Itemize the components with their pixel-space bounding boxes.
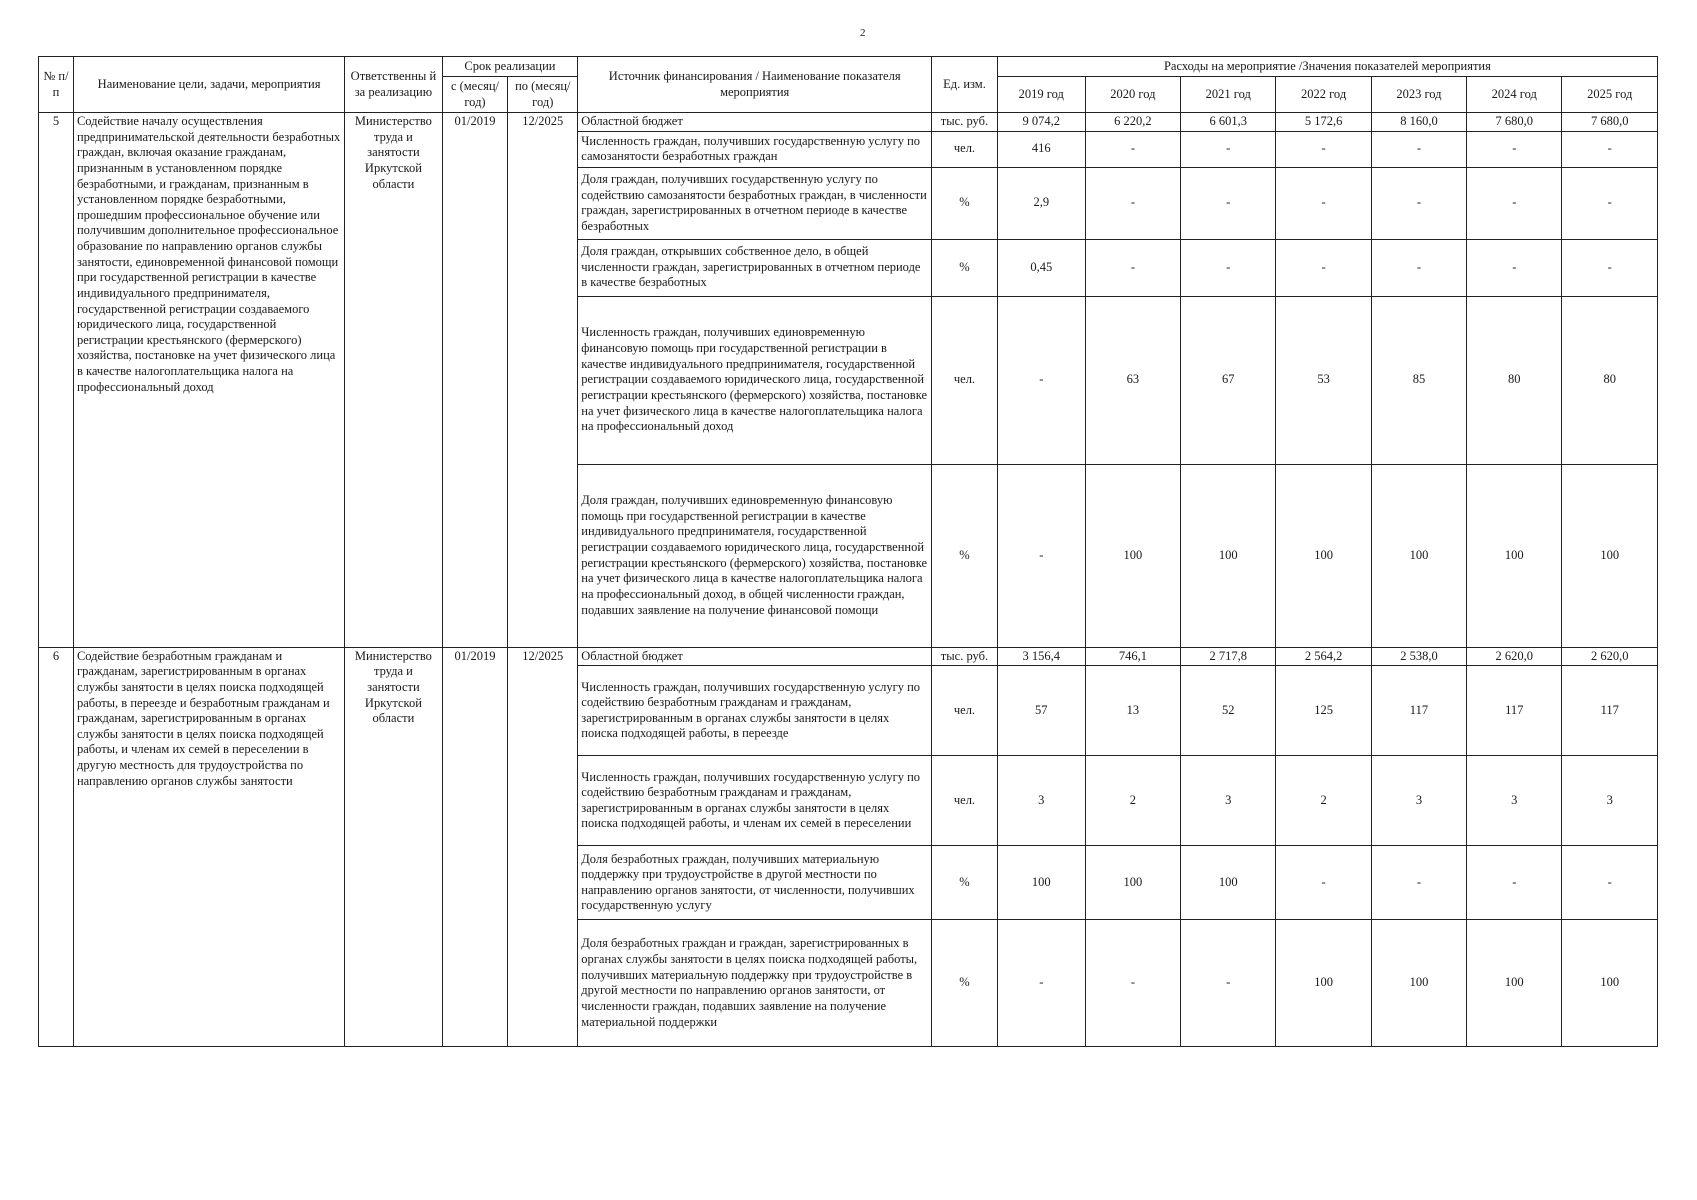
value-cell: 53 bbox=[1276, 296, 1371, 464]
value-cell: 100 bbox=[1181, 464, 1276, 647]
period-to: 12/2025 bbox=[508, 647, 578, 1047]
header-year: 2024 год bbox=[1467, 77, 1562, 113]
value-cell: 2 bbox=[1276, 756, 1371, 846]
value-cell: 100 bbox=[997, 846, 1085, 920]
value-cell: 5 172,6 bbox=[1276, 113, 1371, 132]
responsible: Министерство труда и занятости Иркутской области bbox=[345, 113, 442, 648]
value-cell: 57 bbox=[997, 666, 1085, 756]
value-cell: - bbox=[1181, 920, 1276, 1047]
funding-source: Областной бюджет bbox=[578, 113, 932, 132]
header-from: с (месяц/ год) bbox=[442, 77, 508, 113]
value-cell: - bbox=[1467, 167, 1562, 239]
value-cell: 7 680,0 bbox=[1467, 113, 1562, 132]
header-year: 2021 год bbox=[1181, 77, 1276, 113]
value-cell: - bbox=[1085, 131, 1180, 167]
value-cell: 416 bbox=[997, 131, 1085, 167]
value-cell: - bbox=[1276, 846, 1371, 920]
header-source: Источник финансирования / Наименование показателя мероприятия bbox=[578, 57, 932, 113]
value-cell: 3 bbox=[1562, 756, 1658, 846]
unit: чел. bbox=[932, 666, 998, 756]
indicator-name: Доля граждан, открывших собственное дело, в общей численности граждан, зарегистрированных в отчетном периоде в качестве безработных bbox=[578, 239, 932, 296]
value-cell: 100 bbox=[1085, 464, 1180, 647]
header-period: Срок реализации bbox=[442, 57, 578, 77]
value-cell: - bbox=[1371, 846, 1466, 920]
responsible: Министерство труда и занятости Иркутской области bbox=[345, 647, 442, 1047]
value-cell: - bbox=[1562, 167, 1658, 239]
header-year: 2019 год bbox=[997, 77, 1085, 113]
value-cell: 9 074,2 bbox=[997, 113, 1085, 132]
header-unit: Ед. изм. bbox=[932, 57, 998, 113]
indicator-name: Доля граждан, получивших единовременную финансовую помощь при государственной регистрации в качестве индивидуального предпринимателя, государственной регистрации создаваемого юридического лица, государственной регистрации крестьянского (фермерского) хозяйства, постановке на учет физического лица в качестве налогоплательщика налога на профессиональный доход, в общей численности граждан, подавших заявление на получение финансовой помощи bbox=[578, 464, 932, 647]
table-row bbox=[39, 647, 1658, 666]
header-to: по (месяц/ год) bbox=[508, 77, 578, 113]
value-cell: - bbox=[1085, 239, 1180, 296]
value-cell: - bbox=[1562, 846, 1658, 920]
header-responsible: Ответственны й за реализацию bbox=[345, 57, 442, 113]
unit: % bbox=[932, 239, 998, 296]
value-cell: 100 bbox=[1276, 920, 1371, 1047]
value-cell: - bbox=[1276, 131, 1371, 167]
value-cell: 100 bbox=[1467, 920, 1562, 1047]
value-cell: 80 bbox=[1562, 296, 1658, 464]
unit: чел. bbox=[932, 131, 998, 167]
value-cell: - bbox=[1371, 131, 1466, 167]
value-cell: 100 bbox=[1371, 464, 1466, 647]
header-name: Наименование цели, задачи, мероприятия bbox=[73, 57, 344, 113]
value-cell: 117 bbox=[1371, 666, 1466, 756]
value-cell: 2 564,2 bbox=[1276, 647, 1371, 666]
period-from: 01/2019 bbox=[442, 647, 508, 1047]
value-cell: - bbox=[1371, 167, 1466, 239]
value-cell: 13 bbox=[1085, 666, 1180, 756]
value-cell: - bbox=[1467, 846, 1562, 920]
value-cell: - bbox=[1181, 167, 1276, 239]
header-year: 2022 год bbox=[1276, 77, 1371, 113]
value-cell: - bbox=[997, 920, 1085, 1047]
value-cell: 8 160,0 bbox=[1371, 113, 1466, 132]
value-cell: - bbox=[1562, 239, 1658, 296]
value-cell: 2 bbox=[1085, 756, 1180, 846]
value-cell: - bbox=[1371, 239, 1466, 296]
value-cell: 2 620,0 bbox=[1467, 647, 1562, 666]
measure-name: Содействие началу осуществления предпринимательской деятельности безработных граждан, включая оказание гражданам, признанным в установленном порядке безработными, и гражданам, признанным в установленном порядке безработными, прошедшим профессиональное обучение или получившим дополнительное профессиональное образование по направлению органов службы занятости, единовременной финансовой помощи при государственной регистрации в качестве индивидуального предпринимателя, государственной регистрации создаваемого юридического лица, государственной регистрации крестьянского (фермерского) хозяйства, постановке на учет физического лица в качестве налогоплательщика налога на профессиональный доход bbox=[73, 113, 344, 648]
value-cell: - bbox=[1562, 131, 1658, 167]
value-cell: 0,45 bbox=[997, 239, 1085, 296]
value-cell: 100 bbox=[1276, 464, 1371, 647]
value-cell: - bbox=[1467, 131, 1562, 167]
value-cell: 52 bbox=[1181, 666, 1276, 756]
unit: тыс. руб. bbox=[932, 647, 998, 666]
indicator-name: Численность граждан, получивших государственную услугу по содействию безработным гражданам и гражданам, зарегистрированным в органах службы занятости в целях поиска подходящей работы, в переезде bbox=[578, 666, 932, 756]
value-cell: 2 620,0 bbox=[1562, 647, 1658, 666]
value-cell: - bbox=[1467, 239, 1562, 296]
unit: чел. bbox=[932, 756, 998, 846]
indicator-name: Численность граждан, получивших единовременную финансовую помощь при государственной регистрации в качестве индивидуального предпринимателя, государственной регистрации создаваемого юридического лица, государственной регистрации крестьянского (фермерского) хозяйства, постановке на учет физического лица в качестве налогоплательщика налога на профессиональный доход bbox=[578, 296, 932, 464]
value-cell: 3 bbox=[1371, 756, 1466, 846]
unit: чел. bbox=[932, 296, 998, 464]
value-cell: 100 bbox=[1562, 464, 1658, 647]
value-cell: - bbox=[1276, 167, 1371, 239]
header-year: 2020 год bbox=[1085, 77, 1180, 113]
value-cell: 2 717,8 bbox=[1181, 647, 1276, 666]
value-cell: 3 bbox=[997, 756, 1085, 846]
value-cell: - bbox=[997, 464, 1085, 647]
value-cell: 63 bbox=[1085, 296, 1180, 464]
value-cell: 746,1 bbox=[1085, 647, 1180, 666]
indicator-name: Численность граждан, получивших государственную услугу по содействию безработным гражданам и гражданам, зарегистрированным в органах службы занятости в целях поиска подходящей работы, и членам их семей в переселении bbox=[578, 756, 932, 846]
value-cell: - bbox=[1181, 131, 1276, 167]
indicator-name: Доля безработных граждан и граждан, зарегистрированных в органах службы занятости в целях поиска подходящей работы, получивших материальную поддержку при трудоустройстве в другой местности по направлению органов занятости, от численности граждан, подавших заявление на получение материальной поддержки bbox=[578, 920, 932, 1047]
value-cell: 100 bbox=[1085, 846, 1180, 920]
header-year: 2025 год bbox=[1562, 77, 1658, 113]
value-cell: - bbox=[1276, 239, 1371, 296]
value-cell: 6 220,2 bbox=[1085, 113, 1180, 132]
value-cell: 7 680,0 bbox=[1562, 113, 1658, 132]
value-cell: 117 bbox=[1467, 666, 1562, 756]
unit: % bbox=[932, 167, 998, 239]
value-cell: 3 bbox=[1467, 756, 1562, 846]
value-cell: 2 538,0 bbox=[1371, 647, 1466, 666]
value-cell: - bbox=[1085, 920, 1180, 1047]
unit: % bbox=[932, 920, 998, 1047]
value-cell: 100 bbox=[1181, 846, 1276, 920]
value-cell: 100 bbox=[1562, 920, 1658, 1047]
table-row bbox=[39, 113, 1658, 132]
value-cell: 80 bbox=[1467, 296, 1562, 464]
value-cell: 125 bbox=[1276, 666, 1371, 756]
header-num: № п/п bbox=[39, 57, 74, 113]
value-cell: - bbox=[997, 296, 1085, 464]
header-expenses: Расходы на мероприятие /Значения показателей мероприятия bbox=[997, 57, 1657, 77]
indicator-name: Доля безработных граждан, получивших материальную поддержку при трудоустройстве в другой местности по направлению органов занятости, от численности, получивших государственную услугу bbox=[578, 846, 932, 920]
value-cell: 2,9 bbox=[997, 167, 1085, 239]
period-from: 01/2019 bbox=[442, 113, 508, 648]
page-number: 2 bbox=[860, 27, 866, 39]
unit: % bbox=[932, 464, 998, 647]
row-num: 5 bbox=[39, 113, 74, 648]
measures-table bbox=[38, 56, 1658, 1047]
value-cell: 67 bbox=[1181, 296, 1276, 464]
unit: тыс. руб. bbox=[932, 113, 998, 132]
indicator-name: Численность граждан, получивших государственную услугу по самозанятости безработных граждан bbox=[578, 131, 932, 167]
header-year: 2023 год bbox=[1371, 77, 1466, 113]
value-cell: 100 bbox=[1467, 464, 1562, 647]
value-cell: 85 bbox=[1371, 296, 1466, 464]
funding-source: Областной бюджет bbox=[578, 647, 932, 666]
value-cell: - bbox=[1181, 239, 1276, 296]
measure-name: Содействие безработным гражданам и гражданам, зарегистрированным в органах службы занятости в целях поиска подходящей работы, в переезде и безработным гражданам и гражданам, зарегистрированным в органах службы занятости в целях поиска подходящей работы, и членам их семей в переселении в другую местность для трудоустройства по направлению органов службы занятости bbox=[73, 647, 344, 1047]
value-cell: 6 601,3 bbox=[1181, 113, 1276, 132]
value-cell: 100 bbox=[1371, 920, 1466, 1047]
indicator-name: Доля граждан, получивших государственную услугу по содействию самозанятости безработных граждан, в численности граждан, зарегистрированных в отчетном периоде в качестве безработных bbox=[578, 167, 932, 239]
unit: % bbox=[932, 846, 998, 920]
period-to: 12/2025 bbox=[508, 113, 578, 648]
value-cell: 117 bbox=[1562, 666, 1658, 756]
value-cell: 3 156,4 bbox=[997, 647, 1085, 666]
value-cell: - bbox=[1085, 167, 1180, 239]
value-cell: 3 bbox=[1181, 756, 1276, 846]
row-num: 6 bbox=[39, 647, 74, 1047]
